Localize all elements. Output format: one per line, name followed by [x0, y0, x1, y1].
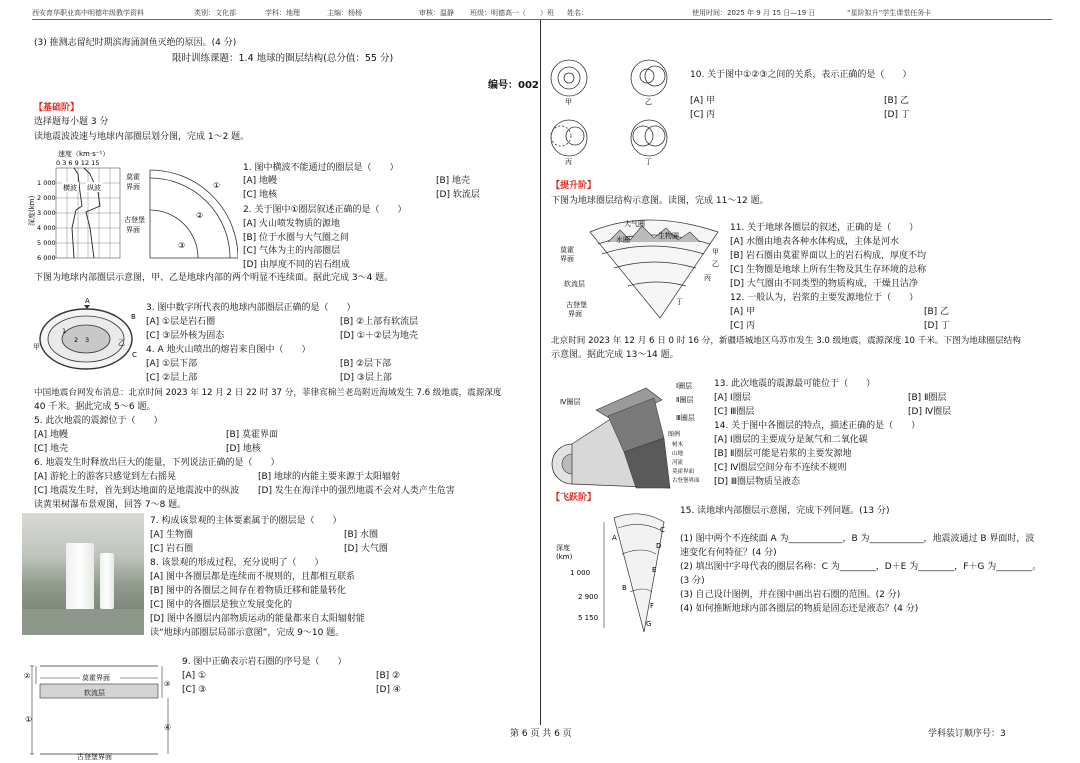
fig6-leg1: 树木 — [672, 442, 684, 448]
page-header — [32, 8, 1052, 20]
header-name: 姓名： — [567, 9, 588, 17]
fig5-jia: 甲 — [712, 248, 719, 256]
fig1-gut2: 界面 — [126, 226, 140, 234]
fig5-bing: 丙 — [704, 274, 711, 282]
question-15: 15. 读地球内部圈层示意图，完成下列问题。(13 分) — [680, 506, 890, 516]
header-class: 班级：明德高一（ ）班 — [470, 9, 554, 17]
q3-option-d[interactable]: [D] ①＋②层为地壳 — [340, 331, 418, 341]
q6-option-b[interactable]: [B] 地球的内能主要来源于太阳辐射 — [258, 472, 401, 482]
q9-option-c[interactable]: [C] ③ — [182, 685, 207, 695]
question-7: 7. 构成该景观的主体要素属于的圈层是（ ） — [150, 516, 342, 526]
header-category: 类别：文化部 — [194, 9, 236, 17]
q4-option-b[interactable]: [B] ②层下部 — [340, 359, 392, 369]
header-card: “星阶拟升”学生课堂任务卡 — [847, 9, 932, 17]
earth-sphere-structure-figure — [550, 208, 728, 320]
q12-option-d[interactable]: [D] 丁 — [924, 321, 950, 331]
section-fly: 【飞跃阶】 — [551, 493, 597, 503]
earth-interior-figure — [30, 295, 142, 379]
intro-2: 下图为地球内部圈层示意图，甲、乙是地球内部的两个明显不连续面。据此完成 3～4 题。 — [34, 273, 394, 283]
fig5-gut2: 界面 — [568, 310, 582, 318]
fig1-depth-label: 深度(km) — [28, 195, 36, 226]
fig1-gut: 古登堡 — [124, 216, 145, 224]
fig7-D: D — [656, 542, 662, 550]
section-basic: 【基础阶】 — [34, 103, 80, 113]
q14-option-d[interactable]: [D] Ⅲ圈层物质呈液态 — [714, 477, 801, 487]
header-author: 主编：杨杨 — [327, 9, 362, 17]
fig1-c2: ② — [196, 211, 204, 220]
question-14: 14. 关于图中各圈层的特点，描述正确的是（ ） — [714, 421, 921, 431]
fig6-l4: Ⅳ圈层 — [560, 398, 581, 406]
fig5-moho2: 界面 — [560, 255, 574, 263]
q15-part2a: (2) 填出图中字母代表的圈层名称：C 为________，D＋E 为________，F＋G 为________。 — [680, 562, 1042, 572]
q13-option-b[interactable]: [B] Ⅱ圈层 — [908, 393, 947, 403]
fig5-gut: 古登堡 — [566, 301, 587, 309]
fig2-n2: 2 — [74, 336, 79, 344]
q15-part2b: (3 分) — [680, 576, 705, 586]
q7-option-d[interactable]: [D] 大气圈 — [344, 544, 388, 554]
fig7-unit: (km) — [556, 553, 573, 561]
fig1-y5: 5 000 — [37, 239, 56, 247]
q3-option-a[interactable]: [A] ①层是岩石圈 — [146, 317, 216, 327]
fig1-y3: 3 000 — [37, 209, 56, 217]
q3-option-c[interactable]: [C] ③层外核为固态 — [146, 331, 225, 341]
q8-option-b[interactable]: [B] 图中的各圈层之间存在着物质迁移和能量转化 — [150, 586, 347, 596]
question-1: 1. 图中横波不能通过的圈层是（ ） — [243, 163, 399, 173]
q7-option-a[interactable]: [A] 生物圈 — [150, 530, 194, 540]
fig2-B: B — [131, 313, 136, 321]
q13-option-d[interactable]: [D] Ⅳ圈层 — [908, 407, 952, 417]
fig7-G: G — [646, 620, 652, 628]
section-up: 【提升阶】 — [551, 181, 597, 191]
intro-7b: 示意图。据此完成 13～14 题。 — [551, 350, 679, 360]
binding-order: 学科装订顺序号：3 — [928, 729, 1006, 739]
q2-option-b[interactable]: [B] 位于水圈与大气圈之间 — [243, 233, 350, 243]
fig1-speed-label: 速度（km·s⁻¹） — [58, 150, 110, 158]
fig3-c1: ① — [25, 715, 33, 724]
fig7-d3: 5 150 — [578, 614, 599, 622]
q9-option-d[interactable]: [D] ④ — [376, 685, 401, 695]
q11-option-b[interactable]: [B] 岩石圈由莫霍界面以上的岩石构成，厚度不均 — [730, 251, 927, 261]
intro-4: 读黄果树瀑布景观图，回答 7～8 题。 — [34, 500, 187, 510]
fig1-ticks: 0 3 6 9 12 15 — [56, 159, 100, 167]
fig1-y1: 1 000 — [37, 179, 56, 187]
fig7-d1: 1 000 — [570, 569, 591, 577]
fig7-E: E — [652, 566, 657, 574]
fig2-jia: 甲 — [33, 343, 40, 351]
q5-option-c[interactable]: [C] 地壳 — [34, 444, 69, 454]
page-number: 第 6 页 共 6 页 — [510, 729, 572, 739]
fig1-moho2: 界面 — [126, 183, 140, 191]
q4-option-a[interactable]: [A] ①层下部 — [146, 359, 198, 369]
question-11: 11. 关于地球各圈层的叙述，正确的是（ ） — [730, 223, 919, 233]
q15-part3: (3) 自己设计图例，并在图中画出岩石圈的范围。(2 分) — [680, 590, 901, 600]
question-3: 3. 图中数字所代表的地球内部圈层正确的是（ ） — [146, 303, 356, 313]
q9-option-b[interactable]: [B] ② — [376, 671, 401, 681]
q6-option-a[interactable]: [A] 游轮上的游客只感觉到左右摇晃 — [34, 472, 177, 482]
seismic-wave-figure — [26, 148, 238, 264]
intro-5: 读“地球内部圈层局部示意图”，完成 9～10 题。 — [150, 628, 345, 638]
choice-info: 选择题每小题 3 分 — [34, 117, 109, 127]
sphere-relation-figure — [545, 52, 685, 168]
fig2-A: A — [85, 297, 90, 305]
training-title: 限时训练课题：1.4 地球的圈层结构(总分值：55 分) — [172, 53, 394, 64]
fig2-C: C — [132, 351, 137, 359]
q7-option-b[interactable]: [B] 水圈 — [344, 530, 379, 540]
q9-option-a[interactable]: [A] ① — [182, 671, 207, 681]
earth-layer-block-figure — [550, 368, 710, 494]
waterfall-pool — [22, 609, 144, 635]
fig2-yi: 乙 — [118, 339, 125, 347]
fig4-bing: 丙 — [565, 158, 572, 166]
fig7-d2: 2 900 — [578, 593, 599, 601]
waterfall-photo — [22, 513, 144, 635]
fig6-leg5: 古登堡界面 — [672, 478, 700, 484]
fig5-ding: 丁 — [676, 298, 683, 306]
fig2-n1: 1 — [62, 327, 67, 335]
q3-option-b[interactable]: [B] ②上部有软流层 — [340, 317, 419, 327]
q8-option-d[interactable]: [D] 图中各圈层内部物质运动的能量都来自太阳辐射能 — [150, 614, 365, 624]
q10-option-c[interactable]: [C] 丙 — [690, 110, 716, 120]
q10-option-b[interactable]: [B] 乙 — [884, 96, 910, 106]
fig5-moho: 莫霍 — [560, 246, 574, 254]
q8-option-a[interactable]: [A] 图中各圈层都是连续而不规则的，且都相互联系 — [150, 572, 356, 582]
q11-option-a[interactable]: [A] 水圈由地表各种水体构成，主体是河水 — [730, 237, 900, 247]
fig7-F: F — [650, 602, 655, 610]
q12-option-b[interactable]: [B] 乙 — [924, 307, 950, 317]
header-date: 使用时间：2025 年 9 月 15 日—19 日 — [692, 9, 816, 17]
q1-option-b[interactable]: [B] 地壳 — [436, 176, 471, 186]
q4-option-d[interactable]: [D] ③层上部 — [340, 373, 392, 383]
fig6-leg3: 河流 — [672, 460, 684, 466]
q5-option-a[interactable]: [A] 地幔 — [34, 430, 69, 440]
fig6-legend: 图例 — [668, 431, 681, 438]
question-4: 4. A 地火山喷出的熔岩来自图中（ ） — [146, 345, 311, 355]
fig6-l1: Ⅰ圈层 — [676, 382, 693, 390]
fig1-c3: ③ — [178, 241, 186, 250]
q13-option-a[interactable]: [A] Ⅰ圈层 — [714, 393, 751, 403]
fig3-c4: ④ — [164, 723, 172, 732]
question-2: 2. 关于图中①圈层叙述正确的是（ ） — [243, 205, 407, 215]
question-12: 12. 一般认为，岩浆的主要发源地位于（ ） — [730, 293, 919, 303]
q15-part4: (4) 如何推断地球内部各圈层的物质是固态还是液态？(4 分) — [680, 604, 919, 614]
fig6-leg2: 山地 — [672, 451, 684, 457]
fig1-moho: 莫霍 — [126, 173, 140, 181]
q1-option-d[interactable]: [D] 软流层 — [436, 190, 480, 200]
q12-option-c[interactable]: [C] 丙 — [730, 321, 756, 331]
fig5-bio: 生物圈 — [658, 232, 679, 240]
q3-end: (3) 推测志留纪时期滨海涌洞鱼灭绝的原因。(4 分) — [34, 38, 237, 48]
q15-part1a: (1) 图中两个不连续面 A 为____________，B 为____________，地震波通过 B 界面时，波 — [680, 534, 1035, 544]
q11-option-c[interactable]: [C] 生物圈是地球上所有生物及其生存环境的总称 — [730, 265, 927, 275]
intro-1: 读地震波波速与地球内部圈层划分图，完成 1～2 题。 — [34, 132, 250, 142]
fig4-yi: 乙 — [645, 98, 652, 106]
q5-option-d[interactable]: [D] 地核 — [226, 444, 261, 454]
intro-3a: 中国地震台网发布消息：北京时间 2023 年 12 月 2 日 22 时 37 分，菲律宾棉兰老岛附近海域发生 7.6 级地震，震源深度 — [34, 388, 502, 398]
question-13: 13. 此次地震的震源最可能位于（ ） — [714, 379, 876, 389]
q13-option-c[interactable]: [C] Ⅲ圈层 — [714, 407, 755, 417]
waterfall-stream-2 — [100, 553, 114, 609]
fig4-jia: 甲 — [565, 98, 572, 106]
header-school: 西安育华职业高中明德年级教学资料 — [32, 9, 144, 17]
fig1-y2: 2 000 — [37, 194, 56, 202]
fig5-air: 大气圈 — [624, 220, 645, 228]
question-8: 8. 该景观的形成过程，充分说明了（ ） — [150, 558, 324, 568]
fig1-y6: 6 000 — [37, 254, 56, 262]
question-9: 9. 图中正确表示岩石圈的序号是（ ） — [182, 657, 347, 667]
fig3-c3: ③ — [164, 680, 171, 688]
q14-option-a[interactable]: [A] Ⅰ圈层的主要成分是氮气和二氧化碳 — [714, 435, 868, 445]
fig3-soft: 软流层 — [84, 689, 105, 697]
q1-option-a[interactable]: [A] 地幔 — [243, 176, 278, 186]
fig5-water: 水圈 — [616, 236, 630, 244]
intro-7a: 北京时间 2023 年 12 月 6 日 0 时 16 分，新疆塔城地区乌苏市发生 3.0 级地震，震源深度 10 千米。下图为地球圈层结构 — [551, 336, 1021, 346]
header-reviewer: 审核：温静 — [419, 9, 454, 17]
fig6-leg4: 莫霍界面 — [672, 469, 695, 475]
q7-option-c[interactable]: [C] 岩石圈 — [150, 544, 194, 554]
doc-code: 编号：002 — [488, 80, 539, 91]
fig7-A: A — [612, 534, 617, 542]
intro-3b: 40 千米。据此完成 5～6 题。 — [34, 402, 156, 412]
question-6: 6. 地震发生时释放出巨大的能量，下列说法正确的是（ ） — [34, 458, 280, 468]
fig3-gut: 古登堡界面 — [77, 753, 112, 760]
fig1-wave2: 纵波 — [87, 184, 101, 192]
fig6-l3: Ⅲ圈层 — [676, 414, 695, 422]
q8-option-c[interactable]: [C] 图中的各圈层是独立发展变化的 — [150, 600, 293, 610]
q14-option-c[interactable]: [C] Ⅳ圈层空间分布不连续不规则 — [714, 463, 847, 473]
q11-option-d[interactable]: [D] 大气圈由不同类型的物质构成，干燥且洁净 — [730, 279, 918, 289]
fig3-moho: 莫霍界面 — [82, 674, 110, 682]
question-5: 5. 此次地震的震源位于（ ） — [34, 416, 163, 426]
q2-option-c[interactable]: [C] 气体为主的内部圈层 — [243, 246, 341, 256]
fig7-B: B — [622, 584, 627, 592]
earth-interior-depth-figure — [548, 508, 672, 634]
q15-part1b: 速变化有何特征？(4 分) — [680, 548, 777, 558]
fig7-C: C — [660, 526, 665, 534]
q2-option-d[interactable]: [D] 由厚度不同的岩石组成 — [243, 260, 350, 270]
q1-option-c[interactable]: [C] 地核 — [243, 190, 278, 200]
fig2-n3: 3 — [85, 336, 90, 344]
q10-option-d[interactable]: [D] 丁 — [884, 110, 910, 120]
q2-option-a[interactable]: [A] 火山喷发物质的源地 — [243, 219, 341, 229]
fig4-ding: 丁 — [645, 158, 652, 166]
q10-option-a[interactable]: [A] 甲 — [690, 96, 716, 106]
fig3-c2: ② — [24, 672, 31, 680]
q6-option-d[interactable]: [D] 发生在海洋中的强烈地震不会对人类产生危害 — [258, 486, 455, 496]
q14-option-b[interactable]: [B] Ⅱ圈层可能是岩浆的主要发源地 — [714, 449, 852, 459]
question-10: 10. 关于图中①②③之间的关系，表示正确的是（ ） — [690, 70, 912, 80]
intro-6: 下图为地球圈层结构示意图。读图，完成 11～12 题。 — [551, 196, 769, 206]
fig1-wave1: 横波 — [63, 184, 77, 192]
fig7-depth: 深度 — [556, 544, 570, 552]
q4-option-c[interactable]: [C] ②层上部 — [146, 373, 198, 383]
waterfall-stream — [66, 543, 94, 613]
fig1-y4: 4 000 — [37, 224, 56, 232]
column-divider — [540, 20, 541, 725]
fig5-soft: 软流层 — [564, 280, 585, 288]
q12-option-a[interactable]: [A] 甲 — [730, 307, 756, 317]
crust-section-figure — [22, 662, 182, 760]
fig5-yi: 乙 — [712, 260, 719, 268]
fig6-l2: Ⅱ圈层 — [676, 396, 694, 404]
fig1-c1: ① — [213, 181, 221, 190]
header-subject: 学科：地理 — [265, 9, 300, 17]
q6-option-c[interactable]: [C] 地震发生时，首先到达地面的是地震波中的纵波 — [34, 486, 240, 496]
q5-option-b[interactable]: [B] 莫霍界面 — [226, 430, 279, 440]
